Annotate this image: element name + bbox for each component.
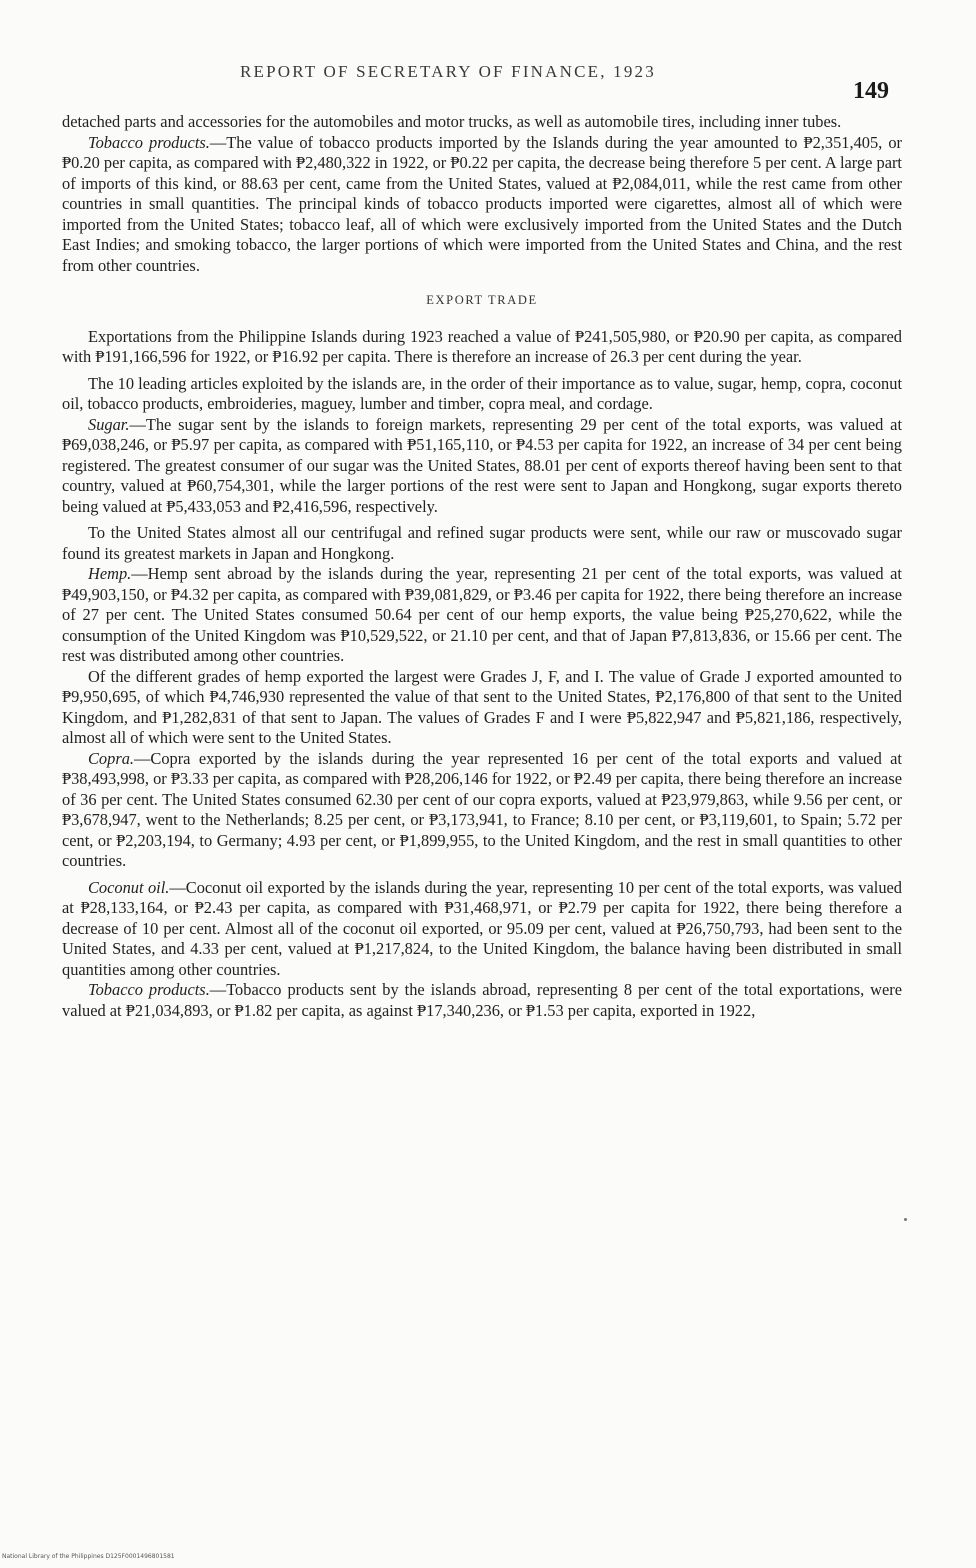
- paragraph-leading-articles: The 10 leading articles exploited by the islands are, in the order of their importance as to value, sugar, hemp, copra, coconut oil, tobacco products, embroideries, maguey, lumber and timber, copra meal, and cordage.: [62, 373, 902, 413]
- tobacco-exports-lead: Tobacco products.: [88, 980, 210, 999]
- copra-text: —Copra exported by the islands during the year represented 16 per cent of the total exports and valued at ₱38,493,998, or ₱3.33 per capita, as compared with ₱28,206,146 for 1922, or ₱2.49 per capita, there being therefore an increase of 36 per cent. The United States consumed 62.30 per cent of our copra exports, valued at ₱23,979,863, while 9.56 per cent, or ₱3,678,947, went to the Netherlands; 8.25 per cent, or ₱3,173,941, to France; 8.10 per cent, or ₱3,119,601, to Spain; 5.72 per cent, or ₱2,203,194, to Germany; 4.93 per cent, or ₱1,899,955, to the United Kingdom, and the rest in small quantities to other countries.: [62, 748, 902, 870]
- paragraph-hemp-grades: Of the different grades of hemp exported the largest were Grades J, F, and I. The value of Grade J exported amounted to ₱9,950,695, of which ₱4,746,930 represented the value of that sent to the United States, ₱2,176,800 of that sent to the United Kingdom, and ₱1,282,831 of that sent to Japan. The values of Grades F and I were ₱5,822,947 and ₱5,821,186, respectively, almost all of which were sent to the United States.: [62, 666, 902, 747]
- paragraph-coconut-oil: [62, 878, 902, 981]
- paragraph-copra: [62, 749, 902, 872]
- paragraph-sugar: [62, 415, 902, 518]
- page-number: 149: [853, 78, 889, 104]
- body-text: [62, 112, 902, 1021]
- hemp-text: —Hemp sent abroad by the islands during the year, representing 21 per cent of the total exports, was valued at ₱49,903,150, or ₱4.32 per capita, as compared with ₱39,081,829, or ₱3.46 per capita for 1922, there being therefore an increase of 27 per cent. The United States consumed 50.64 per cent of our hemp exports, the value being ₱25,270,622, while the consumption of the United Kingdom was ₱10,529,522, or 21.10 per cent, and that of Japan ₱7,813,836, or 15.66 per cent. The rest was distributed among other countries.: [62, 564, 902, 665]
- paragraph-sugar-markets: To the United States almost all our centrifugal and refined sugar products were sent, while our raw or muscovado sugar found its greatest markets in Japan and Hongkong.: [62, 523, 902, 563]
- library-source-mark: National Library of the Philippines D125F0001496801581: [2, 1553, 175, 1560]
- running-title: REPORT OF SECRETARY OF FINANCE, 1923: [240, 62, 656, 81]
- tobacco-imports-text: —The value of tobacco products imported by the Islands during the year amounted to ₱2,351,405, or ₱0.20 per capita, as compared with ₱2,480,322 in 1922, or ₱0.22 per capita, the decrease being therefore 5 per cent. A large part of imports of this kind, or 88.63 per cent, came from the United States, valued at ₱2,084,011, while the rest came from other countries in small quantities. The principal kinds of tobacco products imported were cigarettes, almost all of which were imported from the United States; tobacco leaf, all of which were exclusively imported from the United States and the Dutch East Indies; and smoking tobacco, the larger portions of which were imported from the United States and China, and the rest from other countries.: [62, 132, 902, 275]
- sugar-lead: Sugar.: [88, 414, 130, 434]
- scan-speck: [904, 1218, 907, 1221]
- tobacco-exports-text: —Tobacco products sent by the islands abroad, representing 8 per cent of the total exportations, were valued at ₱21,034,893, or ₱1.82 per capita, as against ₱17,340,236, or ₱1.53 per capita, exported in 1922,: [62, 980, 902, 1020]
- sugar-text: —The sugar sent by the islands to foreign markets, representing 29 per cent of the total exports, was valued at ₱69,038,246, or ₱5.97 per capita, as compared with ₱51,165,110, or ₱4.53 per capita for 1922, an increase of 34 per cent being registered. The greatest consumer of our sugar was the United States, 88.01 per cent of exports thereof having been sent to that country, valued at ₱60,754,301, while the larger portions of the rest were sent to Japan and Hongkong, sugar exports thereto being valued at ₱5,433,053 and ₱2,416,596, respectively.: [62, 414, 902, 516]
- tobacco-imports-lead: Tobacco products.: [88, 132, 210, 152]
- coconut-oil-lead: Coconut oil.: [88, 877, 170, 897]
- copra-lead: Copra.: [88, 748, 134, 768]
- section-heading-export-trade: EXPORT TRADE: [426, 293, 538, 307]
- paragraph-exportations-total: Exportations from the Philippine Islands during 1923 reached a value of ₱241,505,980, or ₱20.90 per capita, as compared with ₱191,166,596 for 1922, or ₱16.92 per capita. There is therefore an increase of 26.3 per cent during the year.: [62, 326, 902, 366]
- paragraph-hemp: [62, 564, 902, 667]
- hemp-lead: Hemp.: [88, 564, 132, 583]
- paragraph-tobacco-imports: [62, 133, 902, 277]
- coconut-oil-text: —Coconut oil exported by the islands during the year, representing 10 per cent of the total exports, was valued at ₱28,133,164, or ₱2.43 per capita, as compared with ₱31,468,971, or ₱2.79 per capita for 1922, there being therefore a decrease of 10 per cent. Almost all of the coconut oil exported, or 95.09 per cent, valued at ₱26,750,793, had been sent to the United States, and 4.33 per cent, valued at ₱1,217,824, to the United Kingdom, the balance having been distributed in small quantities among other countries.: [62, 877, 902, 979]
- paragraph-tobacco-exports: [62, 980, 902, 1021]
- paragraph-automobile-parts: detached parts and accessories for the automobiles and motor trucks, as well as automobile tires, including inner tubes.: [62, 112, 842, 131]
